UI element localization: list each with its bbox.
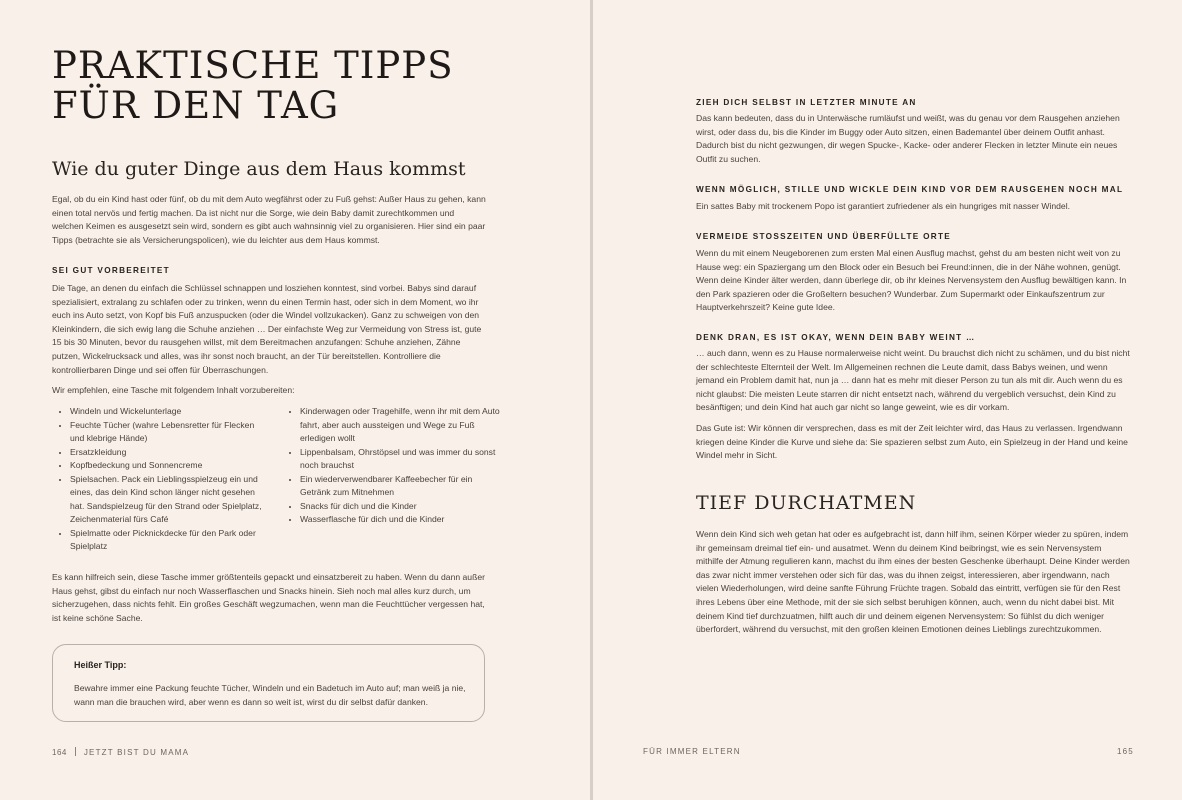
left-page	[0, 0, 590, 800]
subheading-feed-change: WENN MÖGLICH, STILLE UND WICKLE DEIN KIND VOR DEM RAUSGEHEN NOCH MAL	[696, 185, 1124, 194]
right-footer-label: FÜR IMMER ELTERN	[643, 747, 741, 756]
packing-list-col1	[56, 405, 270, 554]
list-item: • Ein wiederverwendbarer Kaffeebecher für ein Getränk zum Mitnehmen	[300, 473, 504, 500]
page-number: 165	[1117, 747, 1134, 756]
left-footer	[52, 747, 189, 757]
running-title: JETZT BIST DU MAMA	[83, 748, 190, 757]
packing-list-col2	[286, 405, 504, 527]
paragraph-feed-change: Ein sattes Baby mit trockenem Popo ist garantiert zufriedener als ein hungriges mit nasser Windel.	[696, 201, 1071, 211]
right-page	[593, 0, 1182, 800]
list-item: • Ersatzkleidung	[70, 446, 270, 460]
list-item: • Kopfbedeckung und Sonnencreme	[70, 459, 270, 473]
list-item: • Kinderwagen oder Tragehilfe, wenn ihr mit dem Auto fahrt, aber auch aussteigen und Wege zu Fuß erledigen wollt	[300, 405, 504, 446]
paragraph-prepared: Die Tage, an denen du einfach die Schlüssel schnappen und losziehen konntest, sind vorbei. Babys sind darauf spezialisiert, extralang zu schlafen oder zu trinken, wenn du einen Termin hast, oder sich in dem Moment, wo ihr euch ins Auto setzt, von Kopf bis Fuß anzuspucken (oder die Windel vollzukacken). Ganz zu schweigen von den Kleinkindern, die sich ewig lang die Schuhe anziehen … Der einfachste Weg zur Vermeidung von Stress ist, gute 15 bis 30 Minuten, bevor du rausgehen willst, mit dem Bereitmachen anzufangen: Schuhe anziehen, Zähne putzen, Wickelrucksack und alles, was ihr sonst noch braucht, an der Tür bereitstellen. Kontrolliere die kontrollierbaren Dinge und sei offen für Überraschungen.	[52, 283, 482, 375]
list-intro: Wir empfehlen, eine Tasche mit folgendem Inhalt vorzubereiten:	[52, 385, 295, 395]
paragraph-dress-last: Das kann bedeuten, dass du in Unterwäsche rumläufst und weißt, was du genau vor dem Rausgehen anziehen wirst, oder dass du, bis die Kinder im Buggy oder Auto sitzen, einen Bademantel über deinem Outfit anhast. Dadurch bist du nicht gezwungen, dir wegen Spucke-, Kacke- oder anderer Flecken in letzter Minute ein neues Outfit zu suchen.	[696, 113, 1120, 164]
paragraph-good-news: Das Gute ist: Wir können dir versprechen, dass es mit der Zeit leichter wird, das Haus zu verlassen. Irgendwann kriegen deine Kinder die Kurve und siehe da: Sie spazieren selbst zum Auto, ein Spielzeug in der Hand und keine Windel mehr in Sicht.	[696, 423, 1128, 461]
paragraph-breathe: Wenn dein Kind sich weh getan hat oder es aufgebracht ist, dann hilf ihm, seinen Körper wieder zu spüren, indem ihr gemeinsam dreimal tief ein- und ausatmet. Wenn du deinem Kind beibringst, wie es sein Nervensystem mithilfe der Atmung regulieren kann, machst du ihm eines der besten Geschenke überhaupt. Deine Kinder werden das zwar nicht immer verstehen oder sich für das, was du ihnen zeigst, interessieren, aber irgendwann, nach vielen Wiederholungen, wird deine sanfte Führung Früchte tragen. Sobald das eintritt, verfügen sie für den Rest ihres Lebens über eine Methode, mit der sie sich selbst beruhigen können, auch, wenn du nicht dabei bist. Mit deinem Kind tief durchzuatmen, hilft auch dir und deinem eigenen Nervensystem: So fühlst du dich weniger überfordert, während du versuchst, mit den großen kleinen Emotionen deines Lieblings zurechtzukommen.	[696, 529, 1130, 635]
paragraph-bag: Es kann hilfreich sein, diese Tasche immer größtenteils gepackt und einsatzbereit zu haben. Wenn du dann außer Haus gehst, gibst du einfach nur noch Wasserflaschen und Snacks hinein. Sieh noch mal alles kurz durch, um sicherzugehen, dass nichts fehlt. Ein großes Geschäft wegzumachen, wenn man die Feuchttücher vergessen hat, ist keine schöne Sache.	[52, 572, 485, 623]
list-item: • Windeln und Wickelunterlage	[70, 405, 270, 419]
list-item: • Wasserflasche für dich und die Kinder	[300, 513, 504, 527]
list-item: • Snacks für dich und die Kinder	[300, 500, 504, 514]
subheading-prepared: SEI GUT VORBEREITET	[52, 266, 170, 275]
paragraph-avoid-rush: Wenn du mit einem Neugeborenen zum ersten Mal einen Ausflug machst, gehst du am besten nicht weit von zu Hause weg: ein Spaziergang um den Block oder ein Besuch bei Freund:innen, die in der Nähe wohnen, genügt. Wenn deine Kinder älter werden, dann überlege dir, ob ihr kleines Nervensystem den Ausflug bewältigen kann. In den Park spazieren oder die Großeltern besuchen? Wunderbar. Zum Supermarkt oder Einkaufszentrum zur Hauptverkehrszeit? Keine gute Idee.	[696, 248, 1127, 313]
list-item: • Lippenbalsam, Ohrstöpsel und was immer du sonst noch brauchst	[300, 446, 504, 473]
section-title-breathe: TIEF DURCHATMEN	[696, 492, 917, 514]
hot-tip-text: Bewahre immer eine Packung feuchte Tücher, Windeln und ein Badetuch im Auto auf; man weiß ja nie, wann man die brauchen wird, aber wenn es dann so weit ist, wirst du dir selbst dafür danken.	[74, 683, 466, 707]
hot-tip-title: Heißer Tipp:	[74, 660, 127, 670]
page-title: PRAKTISCHE TIPPS FÜR DEN TAG	[52, 44, 454, 127]
subheading-avoid-rush: VERMEIDE STOSSZEITEN UND ÜBERFÜLLTE ORTE	[696, 232, 952, 241]
footer-divider	[75, 747, 76, 756]
list-item: • Feuchte Tücher (wahre Lebensretter für Flecken und klebrige Hände)	[70, 419, 270, 446]
paragraph-baby-cries: … auch dann, wenn es zu Hause normalerweise nicht weint. Du brauchst dich nicht zu schämen, und du bist nicht der schlechteste Elternteil der Welt. Im Allgemeinen rechnen die Leute damit, dass Babys weinen, und wenn jemand ein Problem damit hat, nun ja … dann hat es mehr mit dieser Person zu tun als mit dir. Auch wenn du es nicht glaubst: Die meisten Leute starren dir nicht entsetzt nach, während du vergeblich versuchst, dein Kind zu besänftigen; und dein Kind hat auch gar nicht so lange geweint, wie es dir vorkam.	[696, 348, 1130, 413]
list-item: • Spielsachen. Pack ein Lieblingsspielzeug ein und eines, das dein Kind schon länger nicht gesehen hat. Sandspielzeug für den Strand oder Spielplatz, Zeichenmaterial fürs Café	[70, 473, 270, 527]
hot-tip-box	[52, 644, 485, 722]
page-number: 164	[52, 748, 67, 757]
subheading-dress-last: ZIEH DICH SELBST IN LETZTER MINUTE AN	[696, 98, 917, 107]
list-item: • Spielmatte oder Picknickdecke für den Park oder Spielplatz	[70, 527, 270, 554]
subheading-baby-cries: DENK DRAN, ES IST OKAY, WENN DEIN BABY WEINT …	[696, 333, 976, 342]
section-title: Wie du guter Dinge aus dem Haus kommst	[52, 158, 466, 180]
intro-paragraph: Egal, ob du ein Kind hast oder fünf, ob du mit dem Auto wegfährst oder zu Fuß gehst: Außer Haus zu gehen, kann einen total nervös und fertig machen. Da ist nicht nur die Sorge, wie dein Baby damit zurechtkommen und welchen Keimen es ausgesetzt sein wird, sondern es gibt auch wahnsinnig viel zu organisieren. Hier sind ein paar Tipps (betrachte sie als Versicherungspolicen), wie du leichter aus dem Haus kommst.	[52, 194, 486, 245]
